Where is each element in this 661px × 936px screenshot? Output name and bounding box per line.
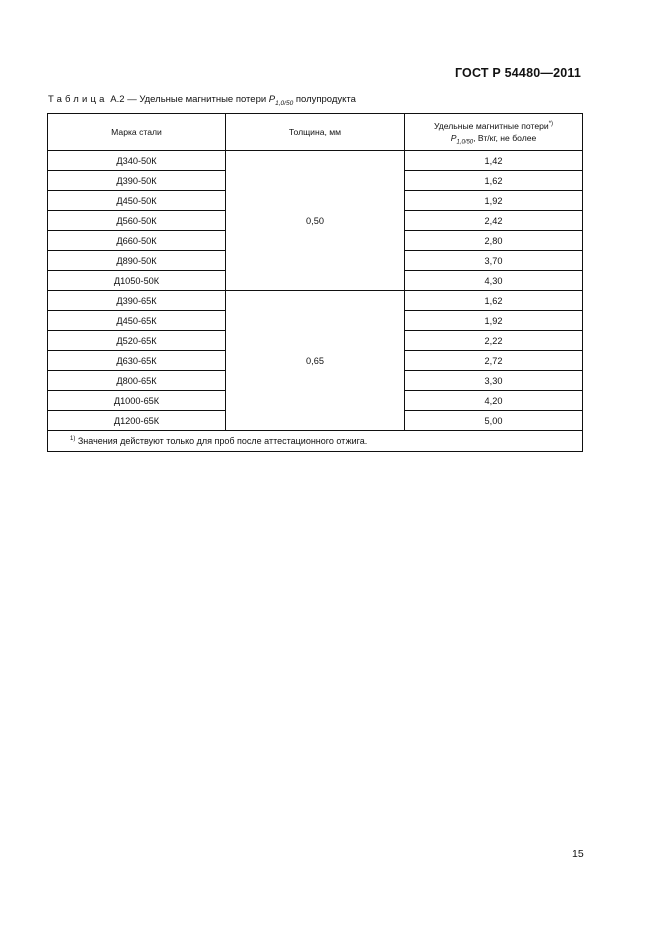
- caption-text-after: полупродукта: [295, 94, 356, 105]
- header-loss-symbol-sub: 1,0/50: [456, 139, 474, 146]
- specific-loss-cell: 5,00: [405, 411, 583, 431]
- header-loss-line2: , Вт/кг, не более: [473, 133, 537, 143]
- standard-header: ГОСТ Р 54480—2011: [454, 66, 581, 80]
- caption-symbol-sub: 1,0/50: [275, 99, 294, 107]
- specific-loss-cell: 3,70: [405, 251, 583, 271]
- header-thickness: Толщина, мм: [226, 114, 405, 151]
- thickness-cell: 0,50: [226, 151, 405, 291]
- specific-loss-cell: 2,22: [405, 331, 583, 351]
- specific-loss-cell: 1,92: [405, 191, 583, 211]
- specific-loss-cell: 2,80: [405, 231, 583, 251]
- steel-grade-cell: Д390-65К: [48, 291, 226, 311]
- steel-grade-cell: Д520-65К: [48, 331, 226, 351]
- steel-grade-cell: Д390-50К: [48, 171, 226, 191]
- caption-dash: —: [127, 94, 137, 105]
- specific-loss-cell: 2,72: [405, 351, 583, 371]
- thickness-cell: 0,65: [226, 291, 405, 431]
- specific-loss-cell: 1,42: [405, 151, 583, 171]
- steel-grade-cell: Д450-65К: [48, 311, 226, 331]
- page-number: 15: [572, 848, 584, 860]
- table-row: [48, 151, 583, 171]
- steel-grade-cell: Д1200-65К: [48, 411, 226, 431]
- specific-loss-cell: 1,92: [405, 311, 583, 331]
- specific-loss-cell: 3,30: [405, 371, 583, 391]
- header-steel-grade: Марка стали: [48, 114, 226, 151]
- header-loss-symbol: P: [450, 133, 457, 143]
- specific-loss-cell: 2,42: [405, 211, 583, 231]
- steel-grade-cell: Д560-50К: [48, 211, 226, 231]
- specific-loss-cell: 1,62: [405, 291, 583, 311]
- table-footnote: [48, 431, 583, 452]
- steel-grade-cell: Д340-50К: [48, 151, 226, 171]
- footnote-mark: 1): [70, 436, 76, 442]
- table-body: [48, 151, 583, 431]
- header-loss-line1: Удельные магнитные потери: [433, 121, 549, 131]
- header-loss-footnote-mark: *): [548, 121, 554, 128]
- footnote-row: [48, 431, 583, 452]
- table-header-row: [48, 114, 583, 151]
- specific-loss-cell: 1,62: [405, 171, 583, 191]
- specific-loss-cell: 4,20: [405, 391, 583, 411]
- steel-grade-cell: Д1050-50К: [48, 271, 226, 291]
- steel-grade-cell: Д1000-65К: [48, 391, 226, 411]
- steel-grade-cell: Д890-50К: [48, 251, 226, 271]
- table-row: [48, 291, 583, 311]
- table-caption: [48, 94, 356, 107]
- specific-loss-cell: 4,30: [405, 271, 583, 291]
- steel-grade-cell: Д660-50К: [48, 231, 226, 251]
- caption-text: Удельные магнитные потери: [139, 94, 267, 105]
- header-specific-loss: [405, 114, 583, 151]
- steel-grade-cell: Д450-50К: [48, 191, 226, 211]
- steel-grade-cell: Д630-65К: [48, 351, 226, 371]
- caption-number: А.2: [110, 94, 125, 105]
- steel-grade-cell: Д800-65К: [48, 371, 226, 391]
- caption-symbol: P: [268, 94, 276, 105]
- footnote-text: Значения действуют только для проб после аттестационного отжига.: [77, 436, 368, 446]
- magnetic-loss-table: [47, 113, 583, 452]
- caption-label: Таблица: [48, 94, 108, 105]
